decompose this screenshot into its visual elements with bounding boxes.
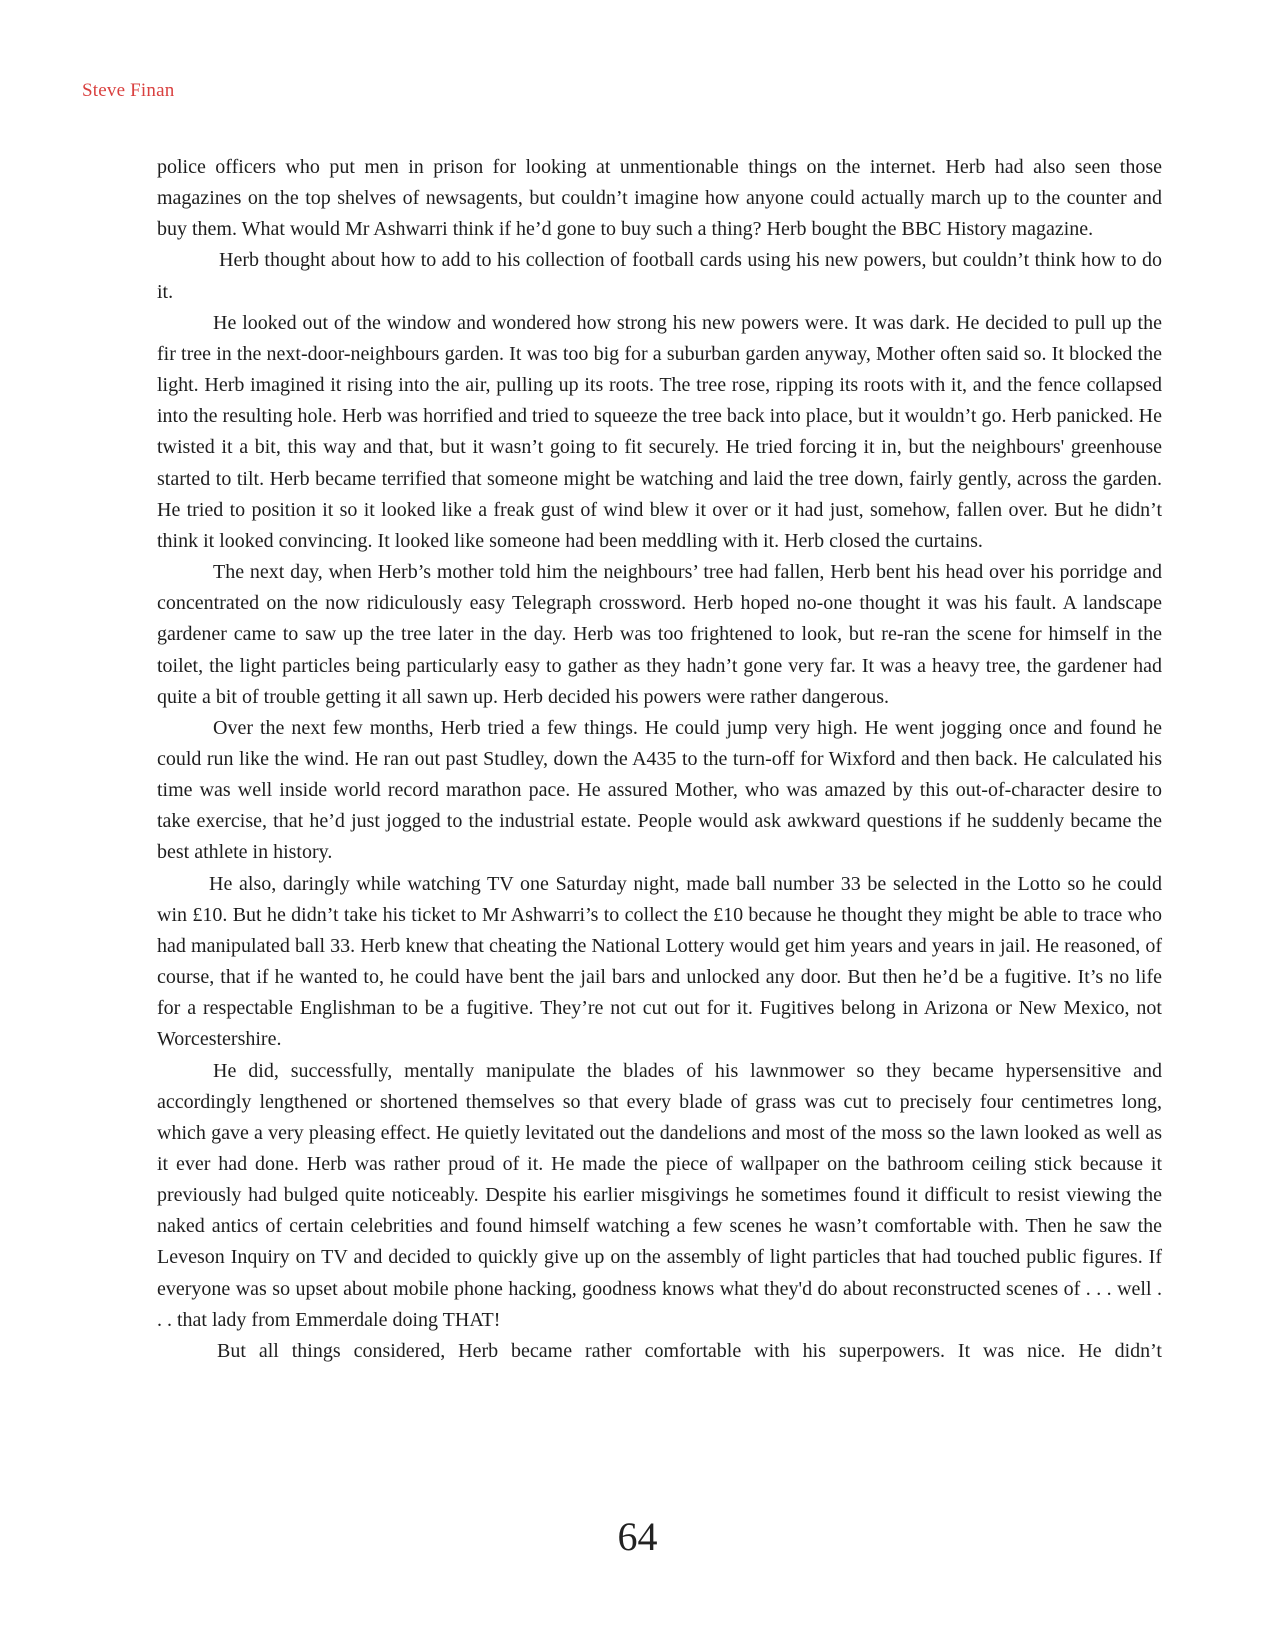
body-text — [157, 152, 1162, 1367]
paragraph: He did, successfully, mentally manipulate the blades of his lawnmower so they became hypersensitive and accordingly lengthened or shortened themselves so that every blade of grass was cut to precisely four centimetres long, which gave a very pleasing effect. He quietly levitated out the dandelions and most of the moss so the lawn looked as well as it ever had done. Herb was rather proud of it. He made the piece of wallpaper on the bathroom ceiling stick because it previously had bulged quite noticeably. Despite his earlier misgivings he sometimes found it difficult to resist viewing the naked antics of certain celebrities and found himself watching a few scenes he wasn’t comfortable with. Then he saw the Leveson Inquiry on TV and decided to quickly give up on the assembly of light particles that had touched public figures. If everyone was so upset about mobile phone hacking, goodness knows what they'd do about reconstructed scenes of . . . well . . . that lady from Emmerdale doing THAT! — [157, 1059, 1162, 1331]
paragraph: He looked out of the window and wondered how strong his new powers were. It was dark. He decided to pull up the fir tree in the next-door-neighbours garden. It was too big for a suburban garden anyway, Mother often said so. It blocked the light. Herb imagined it rising into the air, pulling up its roots. The tree rose, ripping its roots with it, and the fence collapsed into the resulting hole. Herb was horrified and tried to squeeze the tree back into place, but it wouldn’t go. Herb panicked. He twisted it a bit, this way and that, but it wasn’t going to fit securely. He tried forcing it in, but the neighbours' greenhouse started to tilt. Herb became terrified that someone might be watching and laid the tree down, fairly gently, across the garden. He tried to position it so it looked like a freak gust of wind blew it over or it had just, somehow, fallen over. But he didn’t think it looked convincing. It looked like someone had been meddling with it. Herb closed the curtains. — [157, 311, 1162, 552]
page-number: 64 — [617, 1514, 658, 1559]
paragraph: He also, daringly while watching TV one Saturday night, made ball number 33 be selected in the Lotto so he could win £10. But he didn’t take his ticket to Mr Ashwarri’s to collect the £10 because he thought they might be able to trace who had manipulated ball 33. Herb knew that cheating the National Lottery would get him years and years in jail. He reasoned, of course, that if he wanted to, he could have bent the jail bars and unlocked any door. But then he’d be a fugitive. It’s no life for a respectable Englishman to be a fugitive. They’re not cut out for it. Fugitives belong in Arizona or New Mexico, not Worcestershire. — [157, 872, 1162, 1051]
paragraph: Herb thought about how to add to his collection of football cards using his new powers, but couldn’t think how to do it. — [157, 249, 1162, 303]
paragraph: But all things considered, Herb became rather comfortable with his superpowers. It was nice. He didn’t — [217, 1339, 1162, 1362]
paragraph: police officers who put men in prison for looking at unmentionable things on the internet. Herb had also seen those magazines on the top shelves of newsagents, but couldn’t imagine how anyone could actually march up to the counter and buy them. What would Mr Ashwarri think if he’d gone to buy such a thing? Herb bought the BBC History magazine. — [157, 156, 1162, 241]
paragraph: The next day, when Herb’s mother told him the neighbours’ tree had fallen, Herb bent his head over his porridge and concentrated on the now ridiculously easy Telegraph crossword. Herb hoped no-one thought it was his fault. A landscape gardener came to saw up the tree later in the day. Herb was too frightened to look, but re-ran the scene for himself in the toilet, the light particles being particularly easy to gather as they hadn’t gone very far. It was a heavy tree, the gardener had quite a bit of trouble getting it all sawn up. Herb decided his powers were rather dangerous. — [157, 561, 1162, 708]
running-head-author: Steve Finan — [82, 80, 175, 101]
paragraph: Over the next few months, Herb tried a few things. He could jump very high. He went jogging once and found he could run like the wind. He ran out past Studley, down the A435 to the turn-off for Wixford and then back. He calculated his time was well inside world record marathon pace. He assured Mother, who was amazed by this out-of-character desire to take exercise, that he’d just jogged to the industrial estate. People would ask awkward questions if he suddenly became the best athlete in history. — [157, 716, 1162, 864]
